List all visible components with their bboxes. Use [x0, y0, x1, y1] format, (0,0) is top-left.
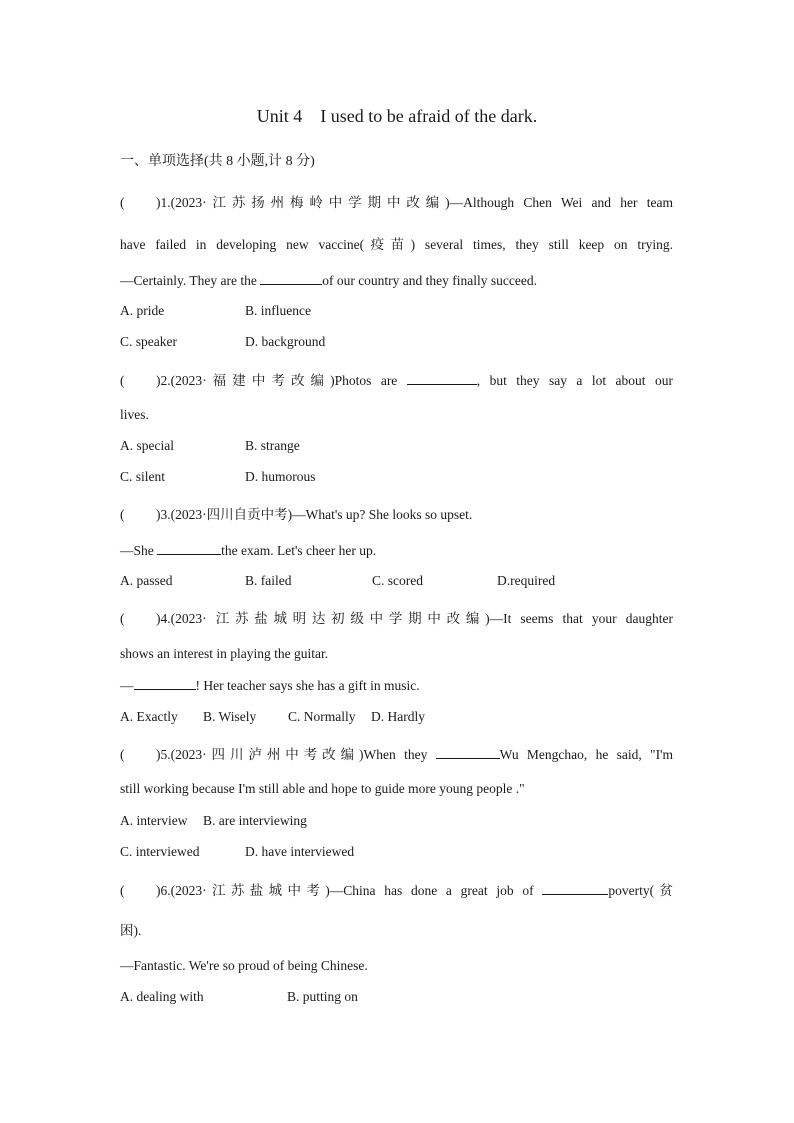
question-4-line-1 — [120, 610, 673, 628]
question-5-line-2: still working because I'm still able and hope to guide more young people ." — [120, 781, 525, 796]
q3-stem-line1: )3.(2023·四川自贡中考)—What's up? She looks so upset. — [156, 507, 473, 522]
answer-blank — [407, 371, 477, 385]
question-6-line-1 — [120, 881, 673, 900]
question-2-line-2: lives. — [120, 407, 149, 422]
q5-line1-before: )5.(2023·四川泸州中考改编)When they — [156, 747, 436, 762]
q3-option-a: A. passed — [120, 573, 173, 588]
q2-option-c: C. silent — [120, 469, 166, 484]
q2-option-a: A. special — [120, 438, 174, 453]
q4-option-d: D. Hardly — [371, 709, 425, 724]
q4-stem-line1: )4.(2023· 江苏盐城明达初级中学期中改编)—It seems that your daughter — [156, 611, 673, 626]
q5-option-c: C. interviewed — [120, 844, 200, 859]
answer-blank — [436, 745, 500, 759]
q6-option-a: A. dealing with — [120, 989, 204, 1004]
question-1-line-3 — [120, 271, 537, 290]
answer-paren: ( — [120, 195, 125, 210]
q3-line2-before: —She — [120, 543, 158, 558]
answer-paren: ( — [120, 611, 125, 626]
q4-option-b: B. Wisely — [203, 709, 257, 724]
question-3-line-2 — [120, 541, 376, 560]
q5-option-a: A. interview — [120, 813, 188, 828]
section-heading: 一、单项选择(共 8 小题,计 8 分) — [120, 154, 315, 169]
question-3-line-1 — [120, 506, 472, 524]
q5-line1-after: Wu Mengchao, he said, "I'm — [499, 747, 673, 762]
answer-paren: ( — [120, 507, 125, 522]
q4-option-a: A. Exactly — [120, 709, 178, 724]
question-5-line-1 — [120, 745, 673, 764]
answer-paren: ( — [120, 747, 125, 762]
q4-line3-after: ! Her teacher says she has a gift in music. — [195, 678, 420, 693]
q1-option-b: B. influence — [245, 303, 311, 318]
answer-paren: ( — [120, 373, 125, 388]
answer-blank — [134, 676, 196, 690]
q1-line3-after: of our country and they finally succeed. — [322, 273, 538, 288]
q1-option-d: D. background — [245, 334, 326, 349]
q6-line1-before: )6.(2023·江苏盐城中考)—China has done a great job of — [156, 883, 543, 898]
q5-option-b: B. are interviewing — [203, 813, 307, 828]
q4-option-c: C. Normally — [288, 709, 356, 724]
q6-line1-after: poverty(贫 — [608, 883, 674, 898]
question-2-line-1 — [120, 371, 673, 390]
question-1-line-1 — [120, 194, 673, 212]
q3-option-c: C. scored — [372, 573, 423, 588]
question-6-line-2: 困). — [120, 923, 142, 938]
q2-line1-before: )2.(2023·福建中考改编)Photos are — [156, 373, 407, 388]
answer-paren: ( — [120, 883, 125, 898]
question-4-line-2: shows an interest in playing the guitar. — [120, 646, 329, 661]
q2-option-b: B. strange — [245, 438, 300, 453]
q3-option-d: D.required — [497, 573, 556, 588]
q4-line3-before: — — [120, 678, 134, 693]
answer-blank — [542, 881, 608, 895]
answer-blank — [157, 541, 221, 555]
page-title: Unit 4 I used to be afraid of the dark. — [256, 106, 538, 126]
q3-option-b: B. failed — [245, 573, 292, 588]
q6-option-b: B. putting on — [287, 989, 358, 1004]
q2-option-d: D. humorous — [245, 469, 316, 484]
question-4-line-3 — [120, 676, 420, 695]
question-6-line-3: —Fantastic. We're so proud of being Chinese. — [120, 958, 368, 973]
q1-line3-before: —Certainly. They are the — [120, 273, 261, 288]
q3-line2-after: the exam. Let's cheer her up. — [221, 543, 377, 558]
q1-stem-line1: )1.(2023·江苏扬州梅岭中学期中改编)—Although Chen Wei and her team — [156, 195, 673, 210]
q1-option-a: A. pride — [120, 303, 165, 318]
q5-option-d: D. have interviewed — [245, 844, 355, 859]
answer-blank — [260, 271, 322, 285]
q2-line1-after: , but they say a lot about our — [476, 373, 673, 388]
q1-option-c: C. speaker — [120, 334, 177, 349]
question-1-line-2: have failed in developing new vaccine(疫苗) several times, they still keep on trying. — [120, 237, 673, 252]
